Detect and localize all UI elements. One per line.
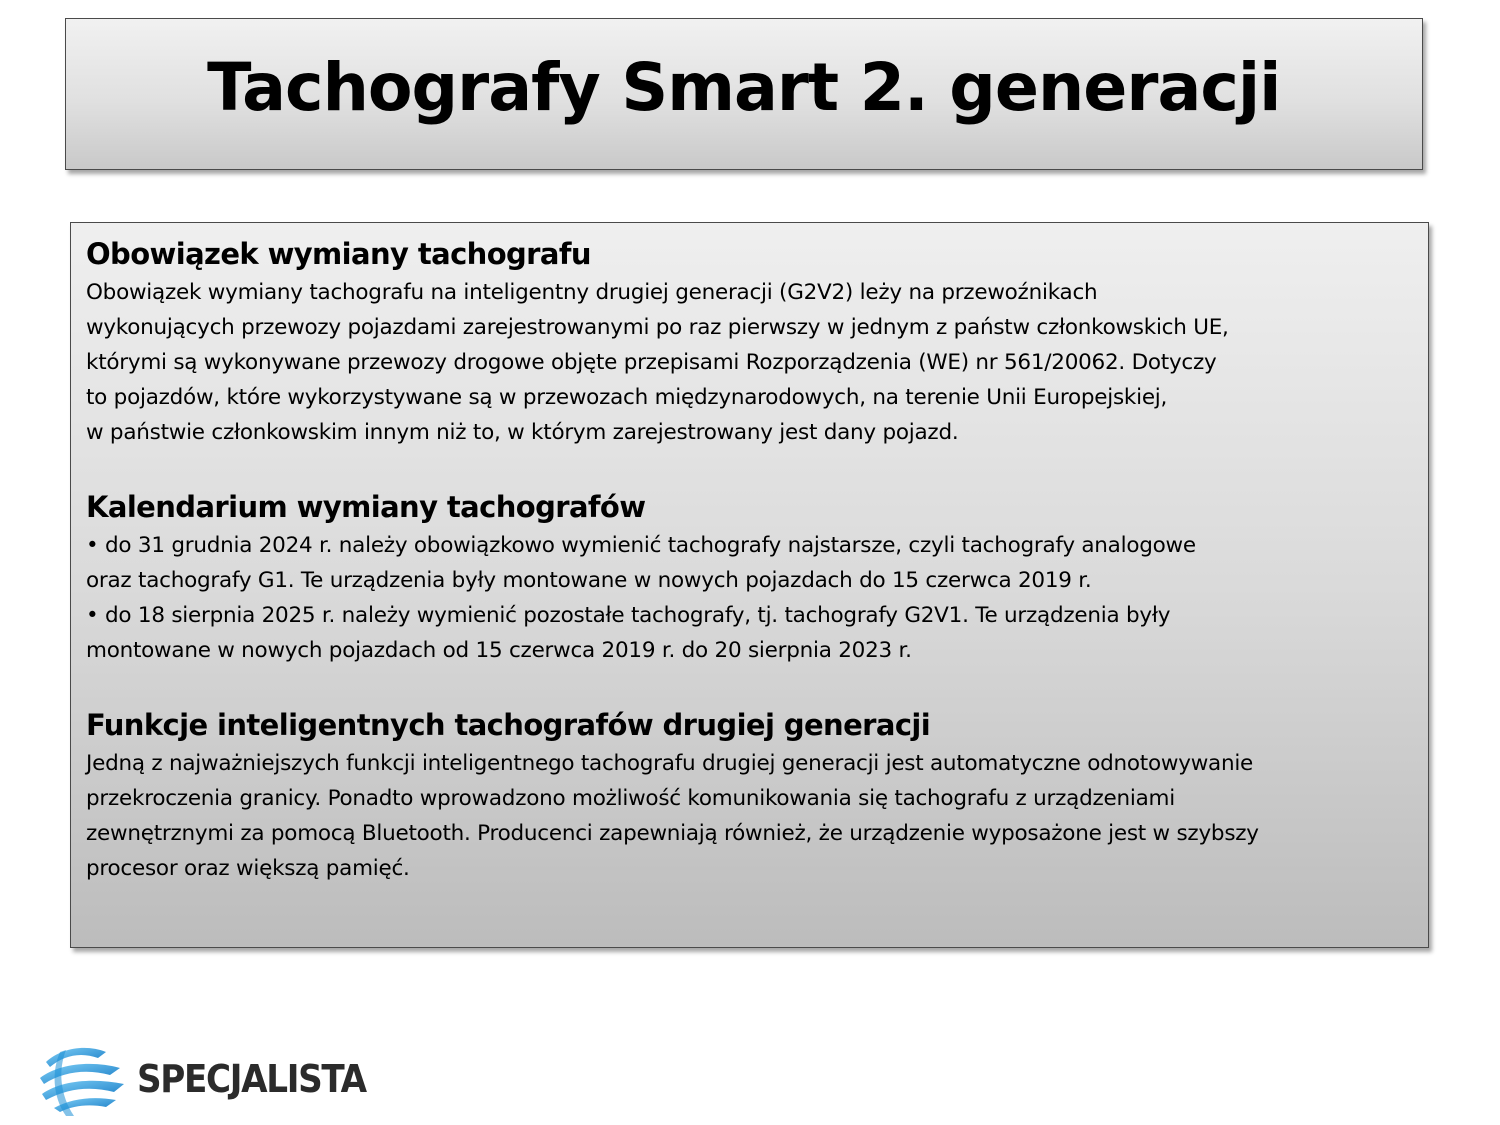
section-obligation: [86, 233, 1414, 450]
text-line: przekroczenia granicy. Ponadto wprowadzono możliwość komunikowania się tachografu z urządzeniami: [86, 786, 1175, 811]
text-line: oraz tachografy G1. Te urządzenia były montowane w nowych pojazdach do 15 czerwca 2019 r.: [86, 568, 1092, 593]
text-line: to pojazdów, które wykorzystywane są w przewozach międzynarodowych, na terenie Unii Europejskiej,: [86, 385, 1168, 410]
section-features: [86, 704, 1414, 886]
content-panel: [70, 222, 1429, 948]
text-line: którymi są wykonywane przewozy drogowe objęte przepisami Rozporządzenia (WE) nr 561/20062. Dotyczy: [86, 350, 1217, 375]
section-heading: Funkcje inteligentnych tachografów drugiej generacji: [86, 708, 931, 742]
specjalista-logo: [36, 1040, 376, 1120]
text-line: • do 18 sierpnia 2025 r. należy wymienić pozostałe tachografy, tj. tachografy G2V1. Te urządzenia były: [86, 603, 1171, 628]
section-text: [86, 746, 1414, 886]
section-heading: Obowiązek wymiany tachografu: [86, 237, 591, 271]
text-line: • do 31 grudnia 2024 r. należy obowiązkowo wymienić tachografy najstarsze, czyli tachografy analogowe: [86, 533, 1196, 558]
text-line: Jedną z najważniejszych funkcji inteligentnego tachografu drugiej generacji jest automatyczne odnotowywanie: [86, 751, 1254, 776]
globe-swoosh-icon: [36, 1040, 126, 1120]
text-line: montowane w nowych pojazdach od 15 czerwca 2019 r. do 20 sierpnia 2023 r.: [86, 638, 912, 663]
title-banner: [65, 18, 1423, 170]
text-line: w państwie członkowskim innym niż to, w którym zarejestrowany jest dany pojazd.: [86, 420, 959, 445]
text-line: procesor oraz większą pamięć.: [86, 856, 410, 881]
section-text: [86, 528, 1414, 668]
section-text: [86, 275, 1414, 450]
section-calendar: [86, 486, 1414, 668]
page-title: Tachografy Smart 2. generacji: [207, 49, 1281, 126]
text-line: Obowiązek wymiany tachografu na inteligentny drugiej generacji (G2V2) leży na przewoźnikach: [86, 280, 1098, 305]
text-line: zewnętrznymi za pomocą Bluetooth. Producenci zapewniają również, że urządzenie wyposażone jest w szybszy: [86, 821, 1259, 846]
text-line: wykonujących przewozy pojazdami zarejestrowanymi po raz pierwszy w jednym z państw członkowskich UE,: [86, 315, 1229, 340]
logo-wordmark: SPECJALISTA: [137, 1057, 366, 1101]
section-heading: Kalendarium wymiany tachografów: [86, 490, 646, 524]
